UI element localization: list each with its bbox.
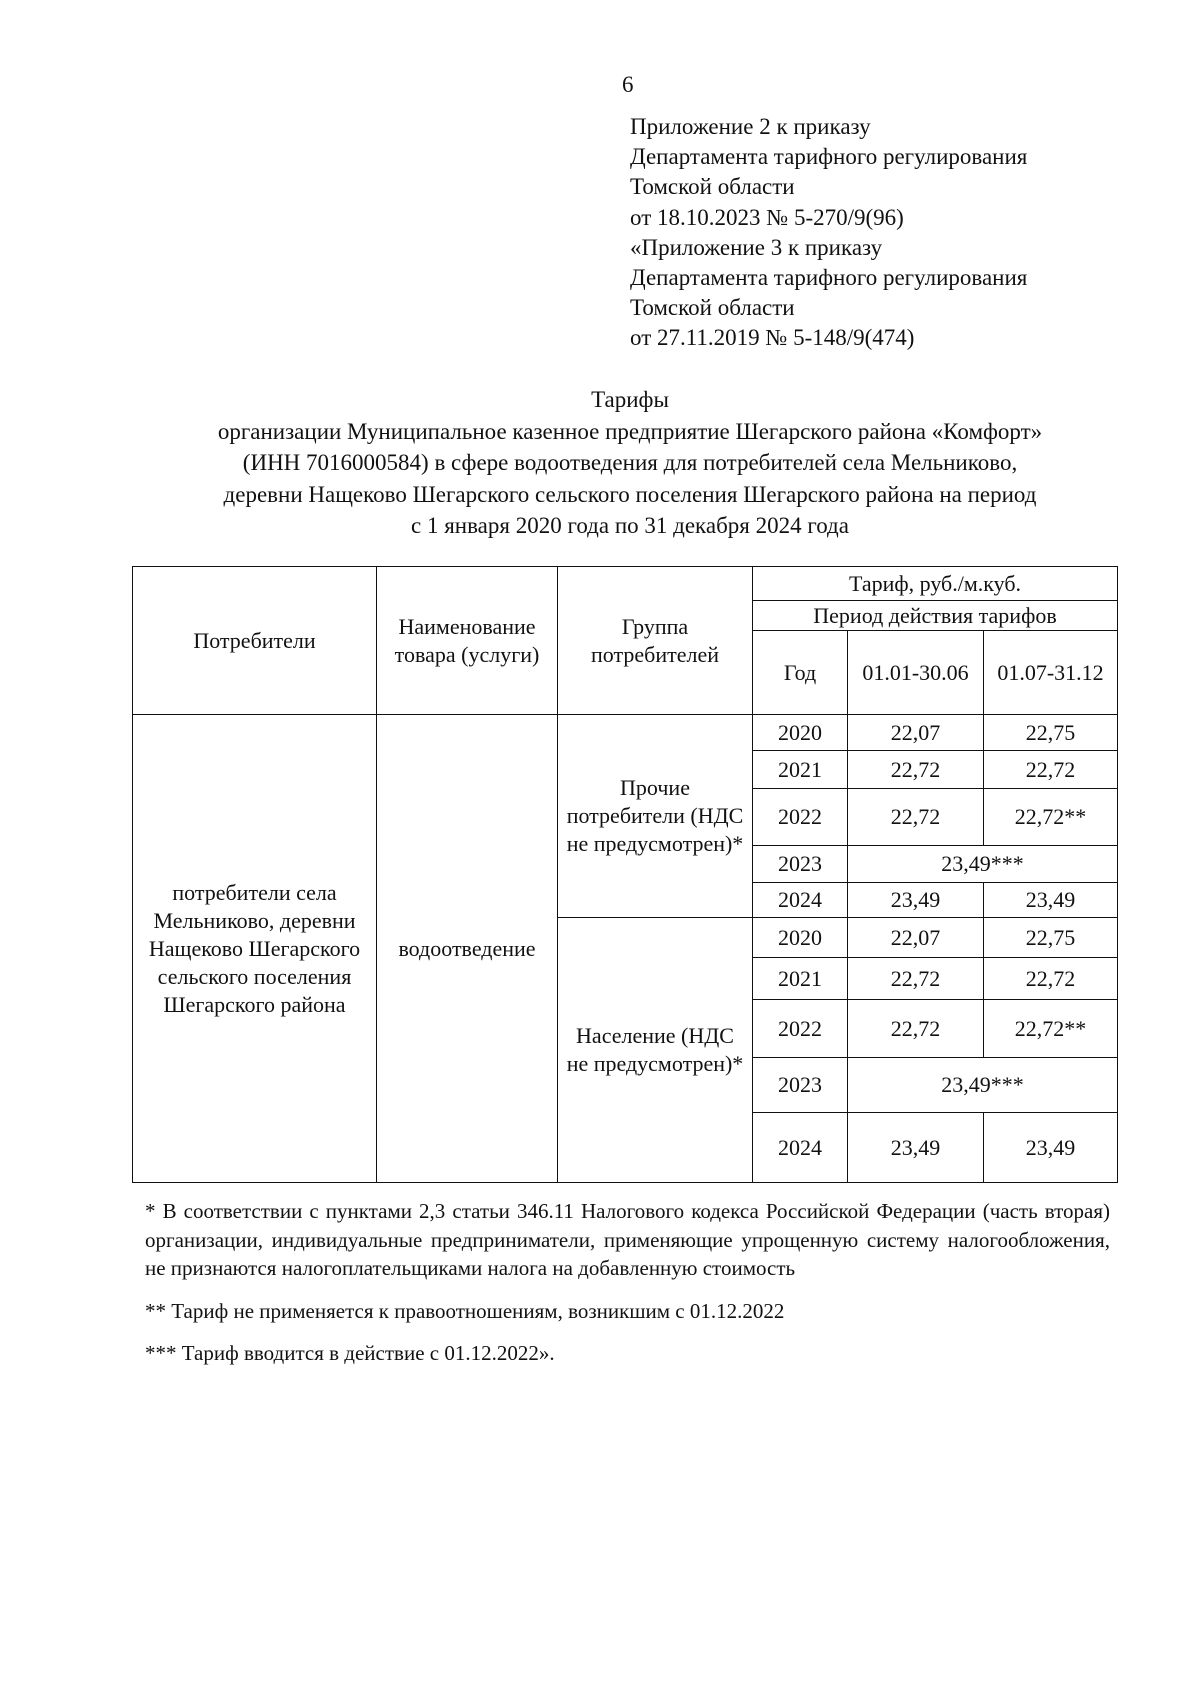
tariff-second-half: 22,72** [984, 789, 1118, 846]
year-cell: 2022 [753, 1000, 848, 1058]
group-cell-population: Население (НДС не предусмотрен)* [558, 918, 753, 1183]
tariff-second-half: 23,49 [984, 1113, 1118, 1183]
header-period: Период действия тарифов [753, 601, 1118, 631]
title-line: организации Муниципальное казенное предприятие Шегарского района «Комфорт» [217, 418, 1043, 444]
tariff-second-half: 22,75 [984, 918, 1118, 958]
tariff-second-half: 23,49 [984, 883, 1118, 918]
title-line: с 1 января 2020 года по 31 декабря 2024 года [411, 513, 849, 538]
footnotes [145, 1197, 1110, 1368]
appendix-line: Томской области [630, 174, 795, 200]
tariff-first-half: 22,72 [848, 789, 984, 846]
tariff-first-half: 22,72 [848, 751, 984, 789]
tariff-first-half: 23,49 [848, 1113, 984, 1183]
year-cell: 2023 [753, 846, 848, 883]
consumer-cell: потребители села Мельниково, деревни Нащеково Шегарского сельского поселения Шегарского района [133, 715, 377, 1183]
year-cell: 2021 [753, 958, 848, 1000]
tariff-merged: 23,49*** [848, 1058, 1118, 1113]
appendix-line: от 18.10.2023 № 5-270/9(96) [630, 204, 904, 230]
appendix-line: Департамента тарифного регулирования [630, 144, 1028, 170]
year-cell: 2024 [753, 883, 848, 918]
tariff-second-half: 22,72 [984, 751, 1118, 789]
tariff-first-half: 22,72 [848, 1000, 984, 1058]
header-group: Группа потребителей [558, 567, 753, 715]
tariff-second-half: 22,72 [984, 958, 1118, 1000]
service-cell: водоотведение [377, 715, 558, 1183]
footnote-effective-date: *** Тариф вводится в действие с 01.12.2022». [145, 1341, 555, 1365]
title-line: (ИНН 7016000584) в сфере водоотведения для потребителей села Мельниково, [242, 450, 1018, 475]
header-second-half: 01.07-31.12 [984, 631, 1118, 715]
title-line: деревни Нащеково Шегарского сельского поселения Шегарского района на период [223, 481, 1037, 507]
footnote-not-applied: ** Тариф не применяется к правоотношениям, возникшим с 01.12.2022 [145, 1298, 785, 1323]
tariff-first-half: 22,07 [848, 918, 984, 958]
year-cell: 2023 [753, 1058, 848, 1113]
document-title [130, 384, 1130, 542]
header-consumers: Потребители [133, 567, 377, 715]
tariff-merged: 23,49*** [848, 846, 1118, 883]
header-tariff: Тариф, руб./м.куб. [753, 567, 1118, 601]
tariff-first-half: 22,72 [848, 958, 984, 1000]
tariff-second-half: 22,72** [984, 1000, 1118, 1058]
header-service: Наименование товара (услуги) [377, 567, 558, 715]
title-heading: Тарифы [591, 387, 669, 412]
header-year: Год [753, 631, 848, 715]
year-cell: 2024 [753, 1113, 848, 1183]
group-cell-other: Прочие потребители (НДС не предусмотрен)* [558, 715, 753, 918]
appendix-line: Томской области [630, 295, 795, 321]
appendix-line: от 27.11.2019 № 5-148/9(474) [630, 325, 915, 351]
appendix-line: Департамента тарифного регулирования [630, 265, 1028, 291]
year-cell: 2020 [753, 918, 848, 958]
appendix-line: Приложение 2 к приказу [630, 114, 871, 139]
appendix-block [630, 112, 1027, 354]
footnote-vat: * В соответствии с пунктами 2,3 статьи 346.11 Налогового кодекса Российской Федерации (часть вторая) организации, индивидуальные предприниматели, применяющие упрощенную систему налогообложения, не признаются налогоплательщиками налога на добавленную стоимость [145, 1199, 1110, 1280]
tariff-second-half: 22,75 [984, 715, 1118, 751]
page-number: 6 [622, 72, 634, 97]
year-cell: 2021 [753, 751, 848, 789]
year-cell: 2022 [753, 789, 848, 846]
tariff-table [132, 566, 1118, 1183]
year-cell: 2020 [753, 715, 848, 751]
tariff-first-half: 23,49 [848, 883, 984, 918]
appendix-line: «Приложение 3 к приказу [630, 234, 883, 260]
tariff-first-half: 22,07 [848, 715, 984, 751]
header-first-half: 01.01-30.06 [848, 631, 984, 715]
